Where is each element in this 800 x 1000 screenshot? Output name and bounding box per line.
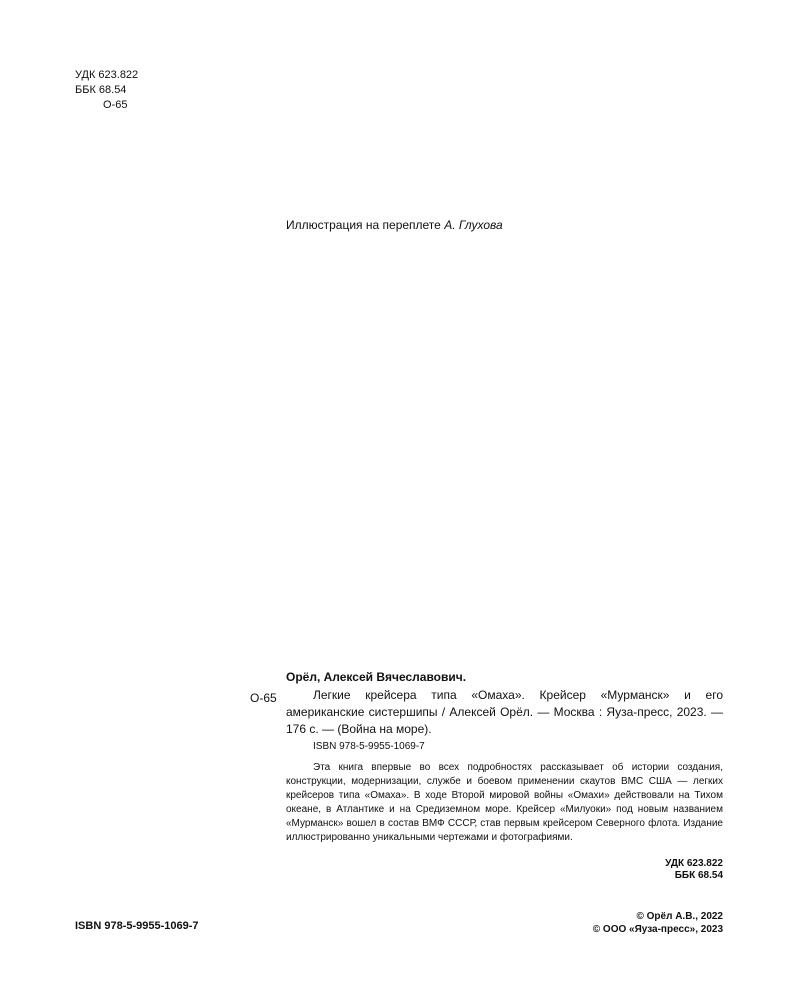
catalog-author-mark: О-65 <box>250 691 277 705</box>
illustration-credit <box>286 218 503 232</box>
udk-code: УДК 623.822 <box>75 69 139 81</box>
bbk-code: ББК 68.54 <box>75 84 127 96</box>
card-udk-code: УДК 623.822 <box>665 858 723 869</box>
card-bbk-code: ББК 68.54 <box>674 870 723 881</box>
annotation-text: Эта книга впервые во всех подробностях рассказывает об истории создания, конструкции, модернизации, службе и боевом применении скаутов ВМС США — легких крейсеров типа «Омаха». В ходе Второй мировой войны «Омахи» действовали на Тихом океане, в Атлантике и на Средиземном море. Крейсер «Милуоки» под новым названием «Мурманск» вошел в состав ВМФ СССР, став первым крейсером Северного флота. Издание иллюстрированно уникальными чертежами и фотографиями. <box>286 762 723 843</box>
classification-block-top <box>75 68 138 113</box>
illustration-artist: А. Глухова <box>444 218 503 232</box>
illustration-credit-prefix: Иллюстрация на переплете <box>286 218 445 232</box>
author-mark: О-65 <box>103 99 128 111</box>
catalog-isbn: ISBN 978-5-9955-1069-7 <box>313 741 425 752</box>
classification-block-card <box>665 858 723 882</box>
copyright-block <box>593 910 723 936</box>
copyright-author: © Орёл А.В., 2022 <box>636 911 723 922</box>
footer-isbn: ISBN 978-5-9955-1069-7 <box>75 920 199 932</box>
copyright-publisher: © ООО «Яуза-пресс», 2023 <box>592 924 723 935</box>
bibliographic-description: Легкие крейсера типа «Омаха». Крейсер «Мурманск» и его американские систершипы / Алексей Орёл. — Москва : Яуза-пресс, 2023. — 176 с. — (Война на море). <box>286 688 723 736</box>
catalog-author-heading: Орёл, Алексей Вячеславович. <box>286 670 467 684</box>
